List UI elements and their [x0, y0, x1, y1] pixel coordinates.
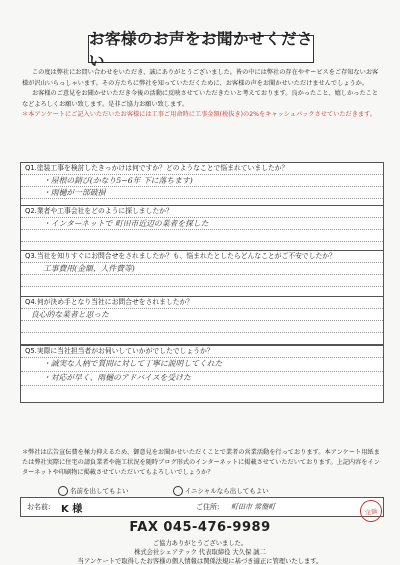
q3-answer-1: 工事費用(金額、人件費等): [43, 264, 135, 273]
question-2-text: Q2.業者や工事会社をどのように探しましたか？: [21, 206, 383, 218]
q2-answer-1: ・インターネットで 町田市近辺の業者を探した: [43, 219, 209, 228]
customer-info-box: [20, 497, 384, 517]
q5-answer-2: ・対応が早く、雨樋のアドバイスを受けた: [43, 373, 191, 382]
intro-paragraph-1: この度は弊社にお問い合わせをいただき、誠にありがとうございました。皆の中には弊社の存在やサービスをご存知ないお客様が沢山いらっしゃいます。その方たちに弊社を知っていただくために、お客様の声をお聞かせいただけませんでしょうか。: [22, 69, 379, 87]
q1-answer-2: ・雨樋が一部破損: [43, 188, 106, 197]
question-5-text: Q5.実際に当社担当者がお伺いしていかがでしたでしょうか？: [21, 346, 383, 358]
radio-circle-icon: [173, 486, 183, 496]
address-label: ご住所:: [196, 503, 220, 511]
page-title: お客様のお声をお聞かせください: [89, 30, 314, 70]
policy-text: ＊弊社は広告宣伝費を極力抑えるため、御意見をお聞かせいただくことで業者の営業活動を行っております。本アンケート用紙または弊社実際に住宅の請負業者や施工状況を随時ブログ形式のインターネットに掲載させていただいております。上記内容をインターネットや印刷物に掲載させていただいてもよろしいでしょうか？: [22, 449, 380, 476]
option-name-ok[interactable]: 名前を出してもよい: [58, 487, 129, 495]
cashback-note: ＊本アンケートにご記入いただいたお客様には工事ご用命時に工事金額(税抜き)の2%をキャッシュバックさせていただきます。: [22, 111, 376, 118]
company-text: 株式会社シェアテック 代表取締役 大久保 誠二: [134, 549, 266, 556]
question-3-text: Q3.当社を知りすぐにお問合せをされましたか？も、悩まれたとしたらどんなことがご不安でしたか？: [21, 251, 383, 263]
name-label: お名前:: [27, 503, 51, 511]
question-1: [20, 162, 384, 211]
intro-text: [22, 68, 382, 121]
question-3: [20, 250, 384, 299]
address-value: 町田市 常盤町: [231, 503, 276, 511]
intro-paragraph-2: お客様のご意見をお聞かせいただき今後の活動に反映させていただきたいと考えております。良かったこと、嬉しかったことなどよろしくお願い致します。是非ご協力お願い致します。: [22, 90, 379, 108]
option-initial-ok[interactable]: イニシャルなら出してもよい: [173, 487, 269, 495]
question-2: [20, 205, 384, 254]
stamp-icon: 定価: [358, 498, 383, 523]
thanks-text: ご協力ありがとうございました。: [152, 540, 248, 547]
question-5: [20, 345, 384, 403]
radio-circle-icon: [58, 486, 68, 496]
question-4: [20, 296, 384, 345]
publication-policy: [22, 448, 382, 478]
consent-options: [58, 486, 269, 496]
q1-answer-1: ・屋根の錆び(かなり5~6年 下に落ちます): [43, 176, 193, 185]
privacy-text: 当アンケートで取得したお客様の個人情報は関係法規に基づき適正に管理いたします。: [77, 558, 323, 565]
question-4-text: Q4.何が決め手となり当社にお問合せをされましたか？: [21, 297, 383, 309]
question-1-text: Q1.塗装工事を検討したきっかけは何ですか？どのようなことで悩まれていましたか？: [21, 163, 383, 175]
q5-answer-1: ・誠実な人柄で質問に対して丁寧に説明してくれた: [43, 359, 223, 368]
q4-answer-1: 良心的な業者と思った: [31, 310, 109, 319]
name-value: K 様: [61, 504, 83, 515]
fax-number: FAX 045-476-9989: [129, 520, 271, 535]
